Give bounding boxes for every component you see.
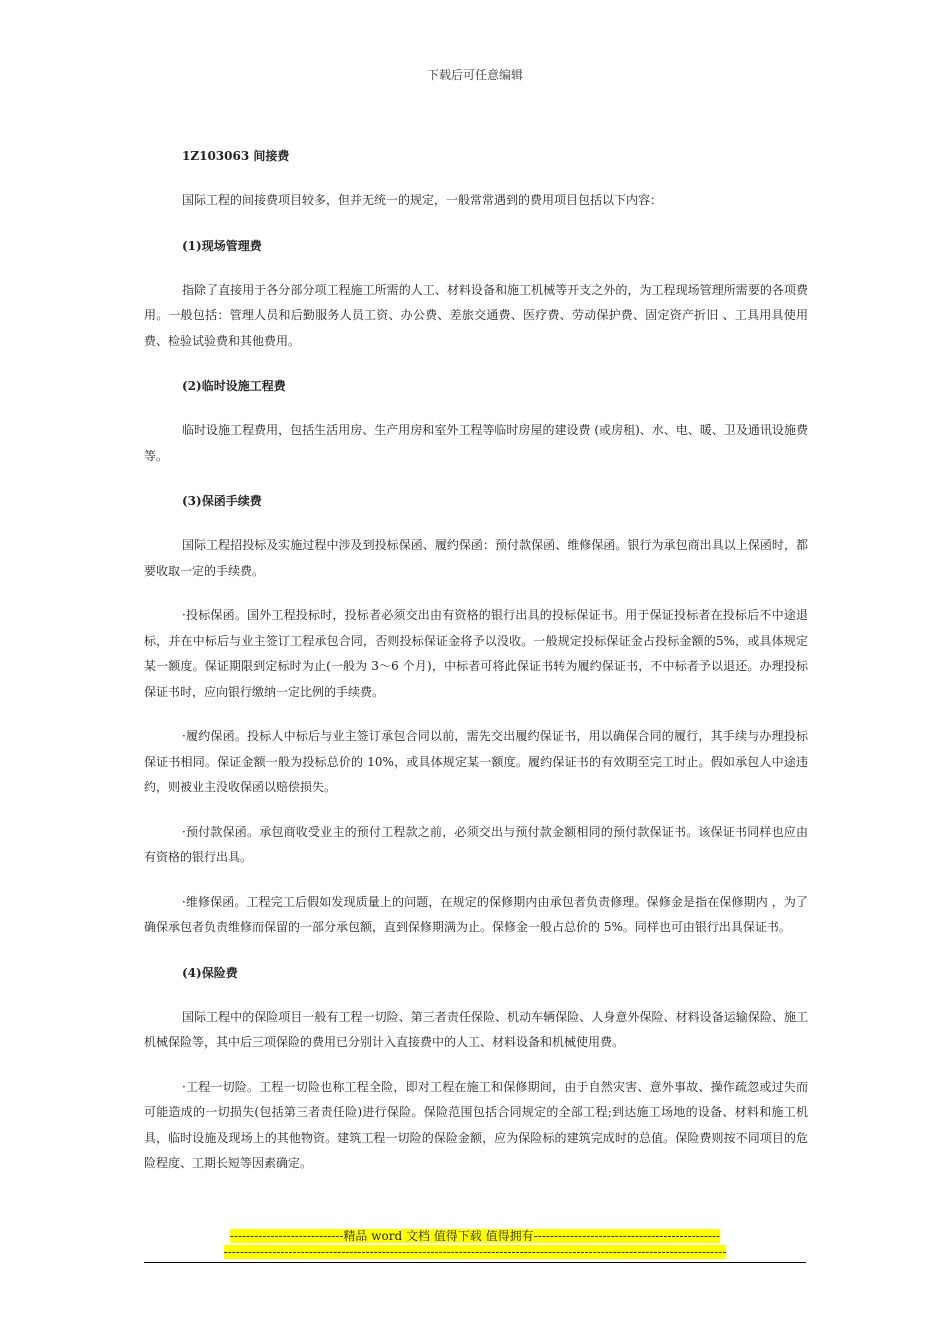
footer-dashes-text: ----------------------------------------------------------------------------------------------------------------------------: [223, 1245, 727, 1259]
page-header: 下载后可任意编辑: [426, 68, 523, 82]
all-risk-insurance-paragraph: ·工程一切险。工程一切险也称工程全险，即对工程在施工和保修期间，由于自然灾害、意外事故、操作疏忽或过失而可能造成的一切损失(包括第三者责任险)进行保险。保险范围包括合同规定的全部工程;到达施工场地的设备、材料和施工机具，临时设施及现场上的其他物资。建筑工程一切险的保险金额，应为保险标的建筑完成时的总值。保险费则按不同项目的危险程度、工期长短等因素确定。: [144, 1079, 808, 1170]
bid-bond-paragraph: ·投标保函。国外工程投标时，投标者必须交出由有资格的银行出具的投标保证书。用于保证投标者在投标后不中途退标，并在中标后与业主签订工程承包合同，否则投标保证金将予以没收。一般规定投标保证金占投标金额的5%，或具体规定某一额度。保证期限到定标时为止(一般为 3～6 个月)，中标者可将此保证书转为履约保证书，不中标者予以退还。办理投标保证书时，应向银行缴纳一定比例的手续费。: [144, 608, 808, 699]
performance-bond-paragraph: ·履约保函。投标人中标后与业主签订承包合同以前，需先交出履约保证书，用以确保合同的履行，其手续与办理投标保证书相同。保证金额一般为投标总价的 10%，或具体规定某一额度。履约保证书的有效期至完工时止。假如承包人中途违约，则被业主没收保函以赔偿损失。: [144, 729, 808, 794]
maintenance-bond-paragraph: ·维修保函。工程完工后假如发现质量上的问题，在规定的保修期内由承包者负责修理。保修金是指在保修期内 ，为了确保承包者负责维修而保留的一部分承包额，直到保修期满为止。保修金一般占总价的 5%。同样也可由银行出具保证书。: [144, 894, 808, 934]
section-1-paragraph: 指除了直接用于各分部分项工程施工所需的人工、材料设备和施工机械等开支之外的，为工程现场管理所需要的各项费用。一般包括：管理人员和后勤服务人员工资、办公费、差旅交通费、医疗费、劳动保护费、固定资产折旧 、工具用具使用费、检验试验费和其他费用。: [144, 282, 808, 348]
section-3-heading: (3)保函手续费: [182, 494, 262, 508]
advance-payment-bond-paragraph: ·预付款保函。承包商收受业主的预付工程款之前，必须交出与预付款金额相同的预付款保证书。该保证书同样也应由有资格的银行出具。: [144, 824, 808, 864]
footer-rule: [144, 1262, 806, 1263]
footer-banner: [0, 1228, 950, 1244]
section-title: 1Z103063 间接费: [182, 149, 290, 163]
document-body: [144, 146, 808, 1177]
section-4-paragraph: 国际工程中的保险项目一般有工程一切险、第三者责任保险、机动车辆保险、人身意外保险、材料设备运输保险、施工机械保险等，其中后三项保险的费用已分别计入直接费中的人工、材料设备和机械使用费。: [144, 1009, 808, 1049]
intro-paragraph: 国际工程的间接费项目较多，但并无统一的规定，一般常常遇到的费用项目包括以下内容：: [182, 193, 663, 207]
section-4-heading: (4)保险费: [182, 965, 238, 980]
footer-banner-text: ----------------------------精品 word 文档 值得下载 值得拥有----------------------------------------------: [229, 1229, 721, 1243]
section-3-paragraph: 国际工程招投标及实施过程中涉及到投标保函、履约保函：预付款保函、维修保函。银行为承包商出具以上保函时，都要收取一定的手续费。: [144, 538, 808, 578]
section-2-paragraph: 临时设施工程费用，包括生活用房、生产用房和室外工程等临时房屋的建设费 (或房租)、水、电、暖、卫及通讯设施费等。: [144, 423, 808, 463]
section-1-heading: (1)现场管理费: [182, 238, 262, 253]
section-2-heading: (2)临时设施工程费: [182, 379, 286, 393]
footer-dashes: [0, 1244, 950, 1260]
